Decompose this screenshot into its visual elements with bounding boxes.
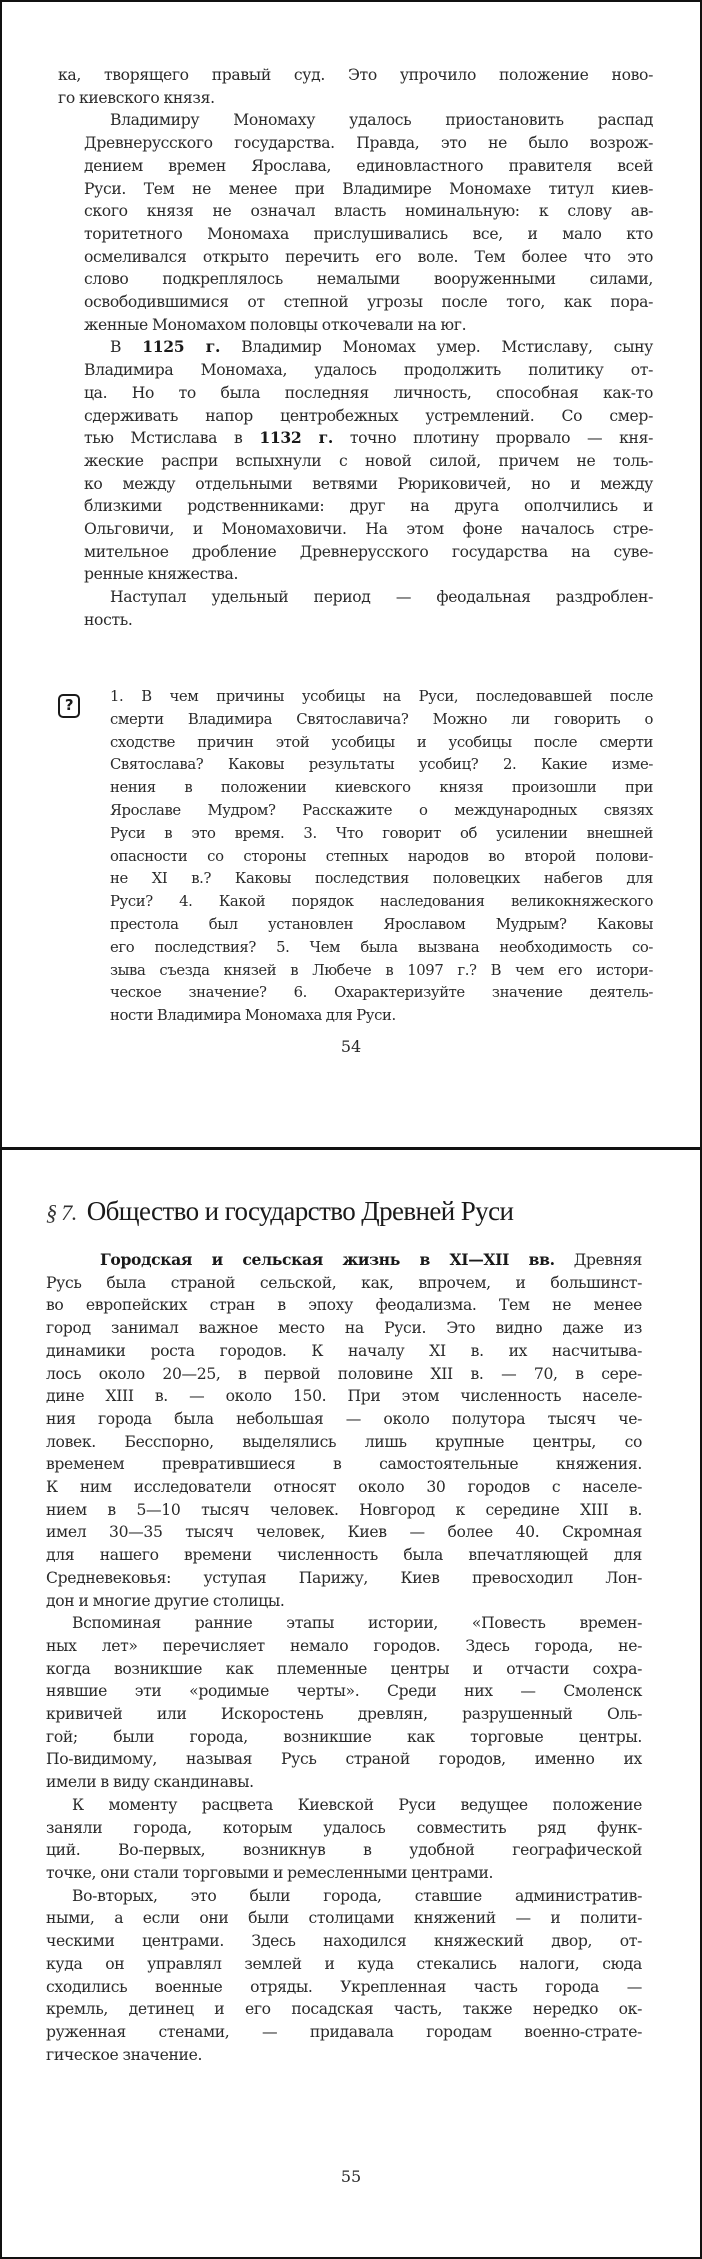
text-line: лось около 20—25, в первой половине XII в. — 70, в сере- — [46, 1364, 642, 1383]
bold-date: 1132 г. — [259, 428, 333, 448]
text-line — [58, 336, 653, 359]
text-line: нявшие эти «родимые черты». Среди них — Смоленск — [46, 1682, 642, 1701]
text-line: дением времен Ярослава, единовластного правителя всей — [84, 156, 653, 175]
text-line: сходстве причин этой усобицы и усобицы после смерти — [110, 733, 653, 751]
text-line: ского князя не означал власть номинальную: к слову ав- — [84, 202, 653, 221]
chapter-title — [46, 1196, 513, 1227]
text-line: гическое значение. — [46, 2045, 203, 2064]
text-line: Ярославе Мудром? Расскажите о международных связях — [110, 801, 653, 819]
text-line: гой; были города, возникшие как торговые центры. — [46, 1727, 642, 1746]
text-line: смерти Владимира Святославича? Можно ли говорить о — [110, 710, 653, 728]
text-line: Вспоминая ранние этапы истории, «Повесть времен- — [72, 1614, 642, 1633]
text-line: для нашего времени численность была впечатляющей для — [46, 1546, 642, 1565]
text-line — [58, 427, 653, 450]
text-line: ка, творящего правый суд. Это упрочило положение ново- — [58, 66, 653, 84]
paragraph — [58, 109, 653, 336]
text-line: осмеливался открыто перечить его воле. Тем более что это — [84, 247, 653, 266]
text-fragment: Владимир Мономах умер. Мстиславу, сыну — [220, 338, 653, 357]
text-line: Древнерусского государства. Правда, это не было возрож- — [84, 134, 653, 153]
page-55-body — [46, 1249, 642, 2066]
text-line: зыва съезда князей в Любече в 1097 г.? В чем его истори- — [110, 961, 653, 979]
text-line: К моменту расцвета Киевской Руси ведущее положение — [72, 1795, 642, 1814]
text-line: Во-вторых, это были города, ставшие административ- — [72, 1886, 642, 1905]
text-line: Владимира Мономаха, удалось продолжить политику от- — [84, 361, 653, 380]
text-line: ренные княжества. — [84, 565, 239, 584]
text-line: временем превратившиеся в самостоятельные княжения. — [46, 1455, 642, 1474]
paragraph — [46, 1885, 642, 2067]
text-fragment: тью Мстислава в — [84, 429, 260, 448]
section-mark: § 7. — [46, 1200, 77, 1225]
text-line: кремль, детинец и его посадская часть, также нередко ок- — [46, 2000, 642, 2019]
text-line: ных лет» перечисляет немало городов. Здесь города, не- — [46, 1636, 642, 1655]
text-line: сдерживать напор центробежных устремлений. Со смер- — [84, 406, 653, 425]
text-line: ко между отдельными ветвями Рюриковичей, но и между — [84, 474, 653, 493]
paragraph — [58, 336, 653, 586]
text-line: заняли города, которым удалось совместить ряд функ- — [46, 1818, 642, 1837]
text-line: ловек. Бесспорно, выделялись лишь крупные центры, со — [46, 1432, 642, 1451]
page-54-body — [58, 64, 653, 632]
text-line: 1. В чем причины усобицы на Руси, последовавшей после — [110, 688, 653, 705]
paragraph — [46, 1249, 642, 1612]
text-line: Наступал удельный период — феодальная раздроблен- — [110, 588, 653, 607]
text-line: Руси? 4. Какой порядок наследования великокняжеского — [110, 893, 653, 911]
text-fragment: В — [110, 338, 143, 357]
page-55 — [0, 1150, 702, 2259]
text-line: город занимал важное место на Руси. Это видно даже из — [46, 1319, 642, 1338]
page-number: 54 — [340, 1037, 362, 1056]
text-line: опасности со стороны степных народов во второй полови- — [110, 847, 653, 865]
subheading: Городская и сельская жизнь в XI—XII вв. — [100, 1250, 555, 1269]
text-line: мительное дробление Древнерусского государства на суве- — [84, 542, 653, 561]
text-line: ность. — [84, 610, 133, 629]
text-line: ческое значение? 6. Охарактеризуйте значение деятель- — [110, 984, 653, 1002]
text-line: К ним исследователи относят около 30 городов с населе- — [46, 1478, 642, 1497]
paragraph — [46, 1794, 642, 1885]
text-line: ций. Во-первых, возникнув в удобной географической — [46, 1841, 642, 1860]
text-line: ческими центрами. Здесь находился княжеский двор, от- — [46, 1932, 642, 1951]
text-line: го киевского князя. — [58, 88, 215, 107]
text-line: Ольговичи, и Мономаховичи. На этом фоне началось стре- — [84, 520, 653, 539]
text-line: когда возникшие как племенные центры и отчасти сохра- — [46, 1659, 642, 1678]
text-line: динамики роста городов. К началу XI в. их насчитыва- — [46, 1341, 642, 1360]
chapter-title-text: Общество и государство Древней Руси — [86, 1196, 514, 1226]
text-line: точке, они стали торговыми и ремесленными центрами. — [46, 1863, 494, 1882]
text-line: ными, а если они были столицами княжений — и полити- — [46, 1909, 642, 1928]
bold-date: 1125 г. — [142, 337, 221, 357]
text-line: освободившимися от степной угрозы после того, как пора- — [84, 293, 653, 312]
paragraph — [58, 586, 653, 631]
question-mark-box-icon: ? — [58, 694, 80, 718]
text-line: престола был установлен Ярославом Мудрым? Каковы — [110, 915, 653, 933]
paragraph — [58, 64, 653, 109]
text-line: Святослава? Каковы результаты усобиц? 2. Какие изме- — [110, 756, 653, 774]
text-line: кривичей или Искоростень древлян, разрушенный Оль- — [46, 1705, 642, 1724]
text-line: слово подкреплялось немалыми вооруженными силами, — [84, 270, 653, 289]
text-line — [46, 1249, 642, 1272]
text-line: его последствия? 5. Чем была вызвана необходимость со- — [110, 938, 653, 956]
questions-text — [110, 686, 653, 1028]
text-line: Руси в это время. 3. Что говорит об усилении внешней — [110, 824, 653, 842]
text-line: во европейских стран в эпоху феодализма. Тем не менее — [46, 1296, 642, 1315]
text-line: ния города была небольшая — около полутора тысяч че- — [46, 1409, 642, 1428]
text-line: жеские распри вспыхнули с новой силой, причем не толь- — [84, 451, 653, 470]
text-line: имел 30—35 тысяч человек, Киев — более 40. Скромная — [46, 1523, 642, 1542]
text-line: женные Мономахом половцы откочевали на юг. — [84, 315, 467, 334]
paragraph — [46, 1612, 642, 1794]
text-line: нием в 5—10 тысяч человек. Новгород к середине XIII в. — [46, 1500, 642, 1519]
text-line: ности Владимира Мономаха для Руси. — [110, 1007, 396, 1025]
text-line: не XI в.? Каковы последствия половецких набегов для — [110, 870, 653, 888]
text-line: Русь была страной сельской, как, впрочем, и большинст- — [46, 1273, 642, 1292]
text-line: ца. Но то была последняя личность, способная как-то — [84, 383, 653, 402]
text-line: дон и многие другие столицы. — [46, 1591, 285, 1610]
text-line: Руси. Тем не менее при Владимире Мономахе титул киев- — [84, 179, 653, 198]
text-line: торитетного Мономаха прислушивались все, и мало кто — [84, 224, 653, 243]
text-line: руженная стенами, — придавала городам военно-страте- — [46, 2022, 642, 2041]
text-line: нения в положении киевского князя произошли при — [110, 779, 653, 797]
text-line: сходились военные отряды. Укрепленная часть города — — [46, 1977, 642, 1996]
page-number: 55 — [340, 2167, 362, 2186]
text-line: имели в виду скандинавы. — [46, 1773, 254, 1792]
text-line: По-видимому, называя Русь страной городов, именно их — [46, 1750, 642, 1769]
text-line: близкими родственниками: друг на друга ополчились и — [84, 497, 653, 516]
text-fragment: Древняя — [573, 1251, 643, 1269]
text-line: дине XIII в. — около 150. При этом численность населе- — [46, 1387, 642, 1406]
text-line: Владимиру Мономаху удалось приостановить распад — [110, 111, 653, 130]
text-line: Средневековья: уступая Парижу, Киев превосходил Лон- — [46, 1568, 642, 1587]
text-line: куда он управлял землей и куда стекались налоги, сюда — [46, 1954, 642, 1973]
text-fragment: точно плотину прорвало — кня- — [332, 429, 654, 448]
